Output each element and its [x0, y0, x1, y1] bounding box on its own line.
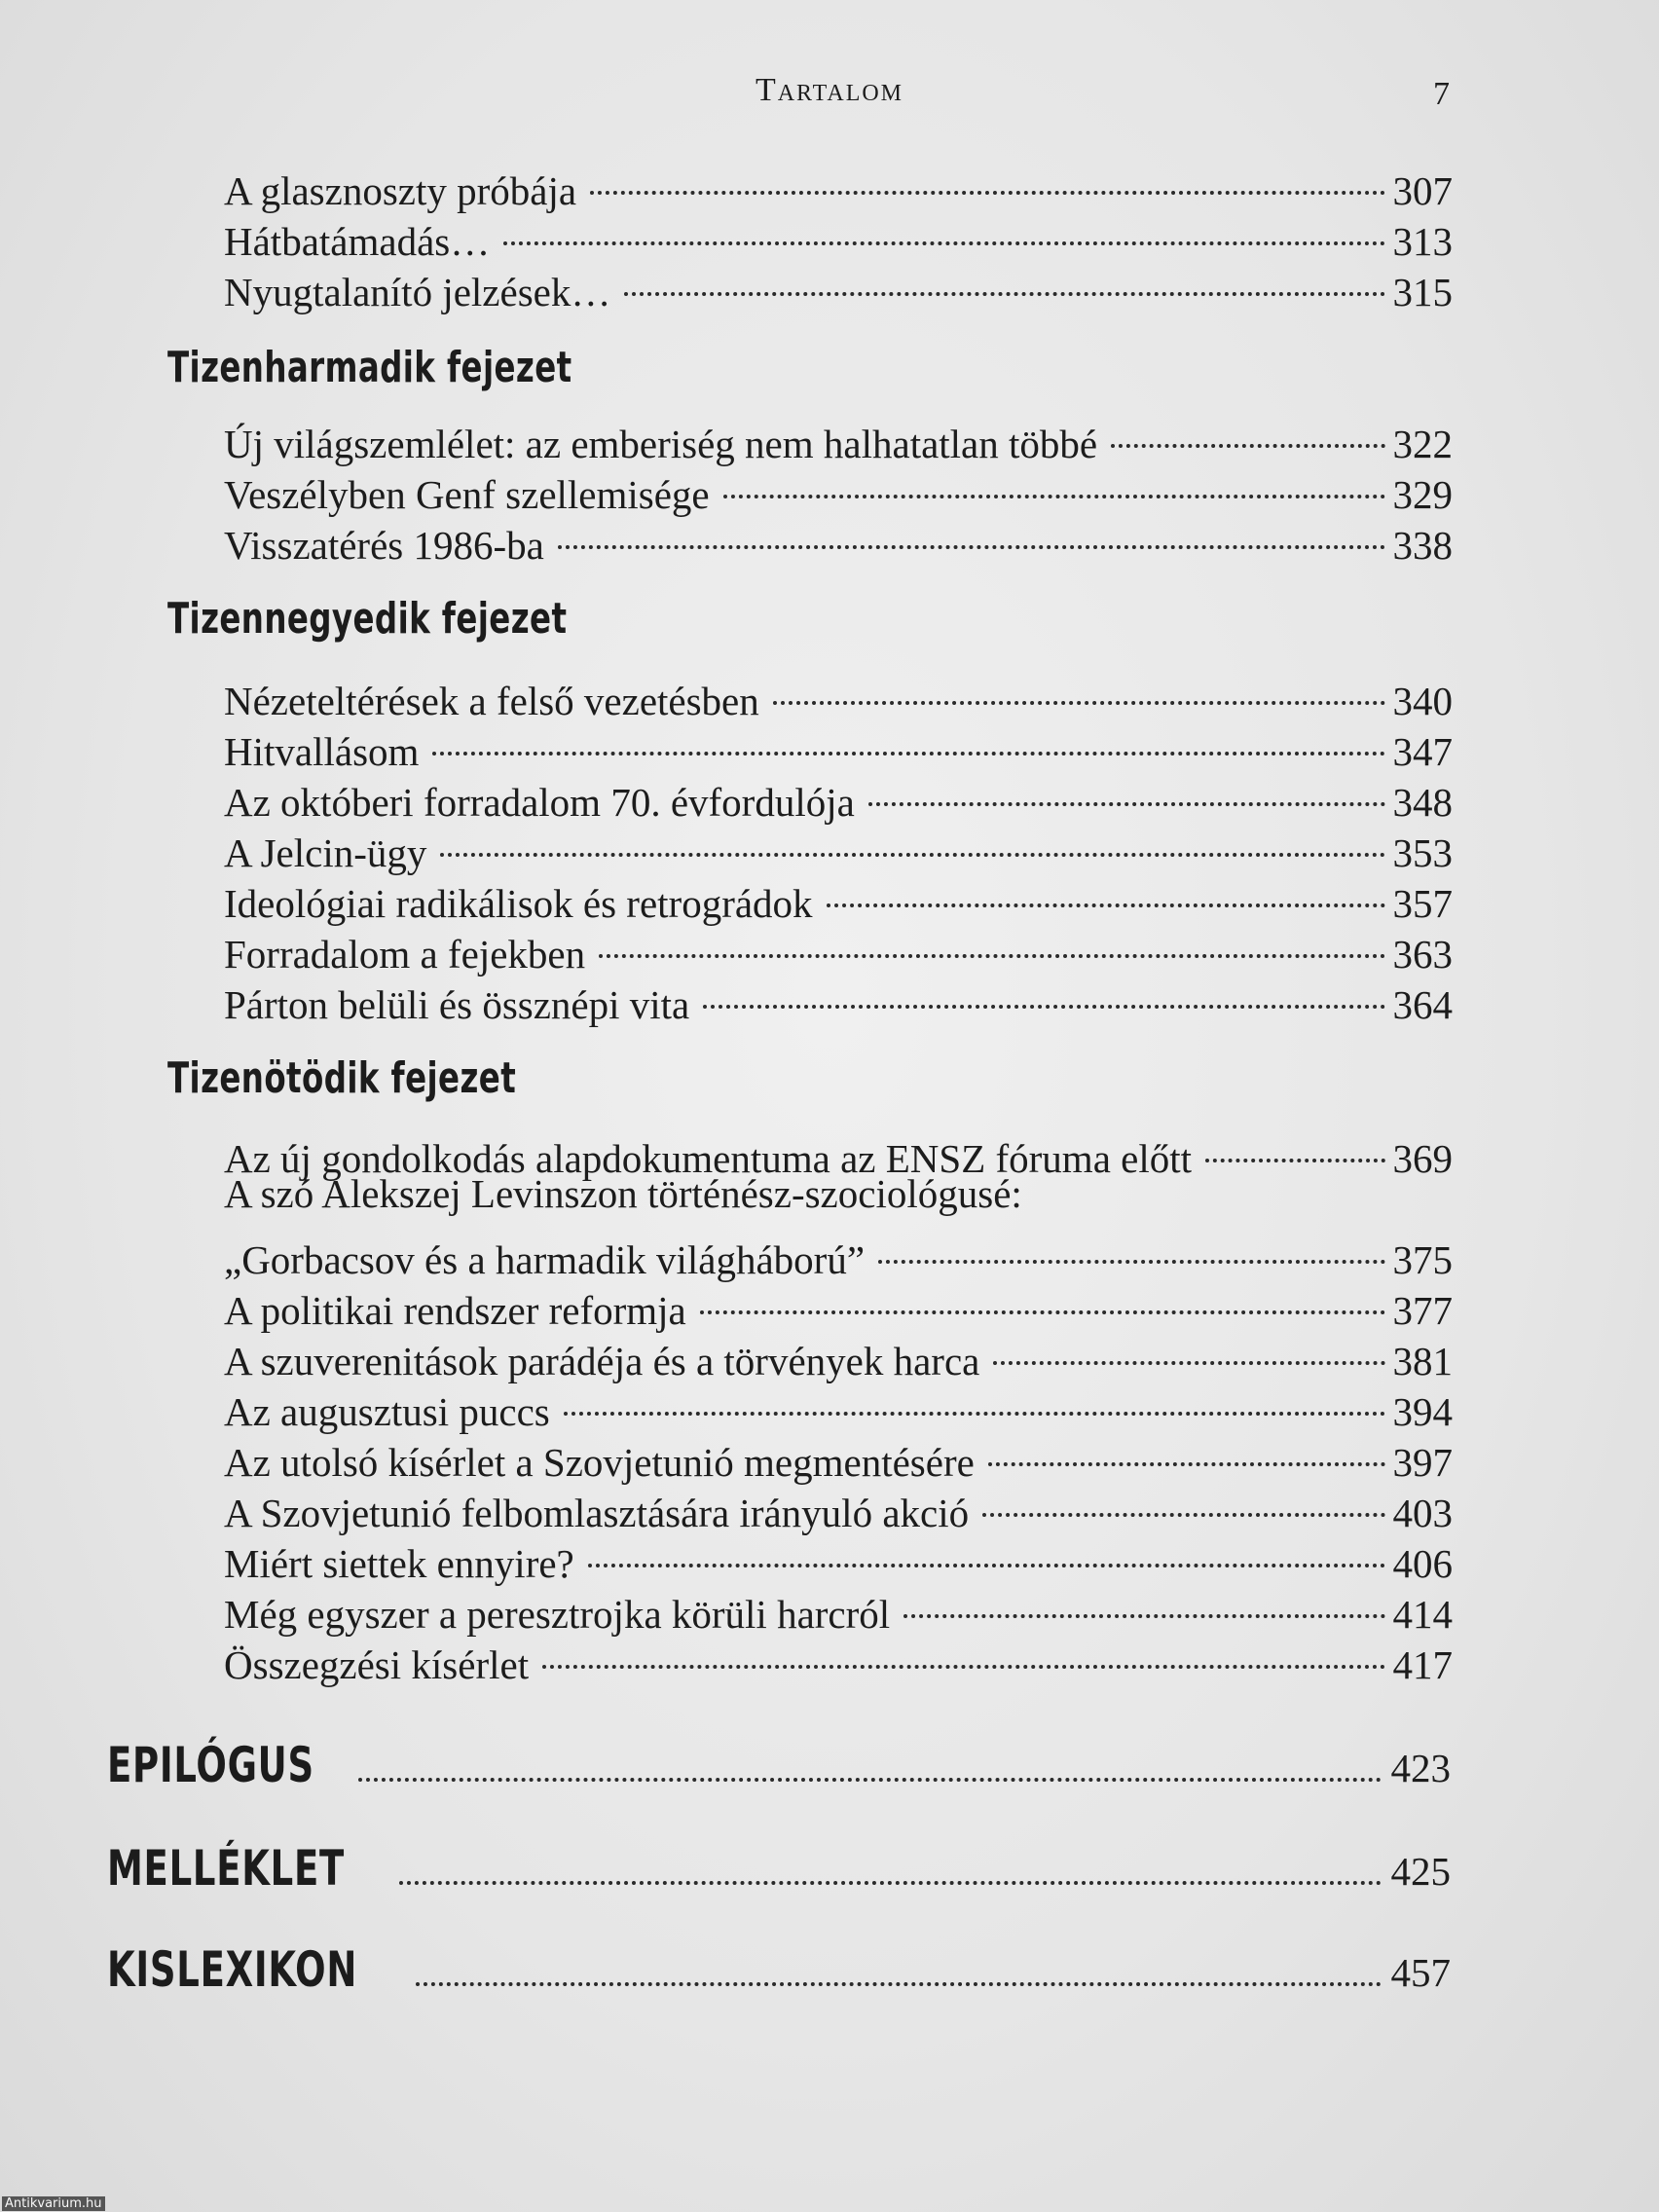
toc-entry-title: Az augusztusi puccs [224, 1389, 550, 1434]
toc-entry-title: Párton belüli és össznépi vita [224, 982, 690, 1027]
major-entry-title: MELLÉKLET [107, 1840, 345, 1897]
toc-major-entry [107, 1840, 1451, 1899]
toc-entry-page: 414 [1392, 1592, 1453, 1637]
toc-entry-title: A Jelcin-ügy [224, 830, 427, 875]
dot-leader [440, 802, 1384, 857]
toc-major-entry [107, 1941, 1451, 2000]
dot-leader [558, 495, 1385, 549]
toc-entry-page: 315 [1392, 270, 1453, 314]
dot-leader [827, 853, 1385, 907]
dot-leader [564, 1361, 1385, 1416]
dot-leader [416, 1943, 1381, 1986]
toc-entry-page: 364 [1392, 982, 1453, 1027]
toc-major-entry [107, 1737, 1451, 1795]
dot-leader [503, 191, 1384, 245]
toc-entry-page: 394 [1392, 1389, 1453, 1434]
dot-leader [599, 903, 1384, 958]
toc-entry-page: 406 [1392, 1541, 1453, 1586]
toc-entry-page: 403 [1392, 1491, 1453, 1535]
toc-entry-page: 347 [1392, 729, 1453, 774]
toc-entry-title: „Gorbacsov és a harmadik világháború” [224, 1237, 866, 1282]
toc-entry-page: 313 [1392, 219, 1453, 264]
toc-entry-title: Veszélyben Genf szellemisége [224, 472, 710, 517]
toc-entry-title: Forradalom a fejekben [224, 932, 586, 977]
toc-entry-title-line: A szó Alekszej Levinszon történész-szociológusé: [224, 1171, 1022, 1216]
chapter-heading: Tizenharmadik fejezet [167, 343, 572, 392]
toc-entry-page: 381 [1392, 1339, 1453, 1383]
toc-entry [224, 504, 1453, 568]
dot-leader [1205, 1108, 1384, 1162]
toc-entry-title: Az októberi forradalom 70. évfordulója [224, 780, 855, 825]
toc-entry-page: 348 [1392, 780, 1453, 825]
dot-leader [624, 241, 1384, 296]
dot-leader [590, 140, 1384, 195]
toc-entry [224, 964, 1453, 1027]
dot-leader [988, 1412, 1385, 1466]
major-entry-title: EPILÓGUS [107, 1737, 314, 1793]
chapter-heading: Tizennegyedik fejezet [167, 594, 568, 644]
running-head: Tartalom [755, 72, 904, 108]
toc-entry-title: Hitvallásom [224, 729, 420, 774]
dot-leader [982, 1462, 1384, 1517]
dot-leader [432, 701, 1384, 756]
dot-leader [542, 1614, 1384, 1669]
toc-entry-title: A glasznoszty próbája [224, 168, 577, 213]
dot-leader [1111, 393, 1384, 448]
dot-leader [700, 1260, 1385, 1314]
major-entry-page: 423 [1390, 1746, 1451, 1790]
dot-leader [703, 954, 1384, 1009]
toc-entry-page: 322 [1392, 422, 1453, 466]
dot-leader [773, 650, 1385, 705]
toc-entry [224, 1118, 1453, 1181]
toc-entry-page: 377 [1392, 1288, 1453, 1333]
toc-entry-page: 369 [1392, 1136, 1453, 1181]
toc-entry-title: Az új gondolkodás alapdokumentuma az ENSZ fóruma előtt [224, 1136, 1193, 1181]
toc-entry-page: 357 [1392, 881, 1453, 926]
chapter-heading: Tizenötödik fejezet [167, 1053, 517, 1103]
dot-leader [358, 1739, 1382, 1782]
toc-entry-title: A Szovjetunió felbomlasztására irányuló akció [224, 1491, 970, 1535]
major-entry-page: 457 [1390, 1950, 1451, 1995]
toc-entry-title: Miért siettek ennyire? [224, 1541, 574, 1586]
toc-entry-page: 363 [1392, 932, 1453, 977]
toc-entry-title: Új világszemlélet: az emberiség nem halhatatlan többé [224, 422, 1098, 466]
toc-entry-page: 338 [1392, 523, 1453, 568]
toc-entry-title: Visszatérés 1986-ba [224, 523, 544, 568]
dot-leader [868, 752, 1385, 806]
toc-entry-page: 329 [1392, 472, 1453, 517]
dot-leader [723, 444, 1385, 498]
toc-entry-title: A szuverenitások parádéja és a törvények harca [224, 1339, 980, 1383]
toc-entry-page: 417 [1392, 1642, 1453, 1687]
dot-leader [993, 1310, 1384, 1365]
toc-entry-page: 353 [1392, 830, 1453, 875]
toc-entry-title: Összegzési kísérlet [224, 1642, 530, 1687]
toc-entry-page: 397 [1392, 1440, 1453, 1485]
major-entry-title: KISLEXIKON [107, 1941, 358, 1998]
toc-entry-title: Nyugtalanító jelzések… [224, 270, 611, 314]
toc-entry-title: Még egyszer a peresztrojka körüli harcról [224, 1592, 891, 1637]
toc-entry-title: Nézeteltérések a felső vezetésben [224, 679, 759, 723]
dot-leader [399, 1842, 1382, 1885]
toc-entry-page: 375 [1392, 1237, 1453, 1282]
toc-entry [224, 251, 1453, 314]
toc-entry-page: 340 [1392, 679, 1453, 723]
toc-entry-title: Hátbatámadás… [224, 219, 491, 264]
dot-leader [878, 1209, 1384, 1264]
page-number: 7 [1433, 76, 1450, 112]
toc-entry-title: A politikai rendszer reformja [224, 1288, 686, 1333]
toc-entry-title: Ideológiai radikálisok és retrográdok [224, 881, 813, 926]
major-entry-page: 425 [1390, 1849, 1451, 1894]
toc-entry-page: 307 [1392, 168, 1453, 213]
toc-entry [224, 1624, 1453, 1687]
toc-entry-title: Az utolsó kísérlet a Szovjetunió megmentésére [224, 1440, 975, 1485]
dot-leader [903, 1564, 1384, 1618]
watermark: Antikvarium.hu [2, 2196, 105, 2211]
dot-leader [588, 1513, 1385, 1567]
